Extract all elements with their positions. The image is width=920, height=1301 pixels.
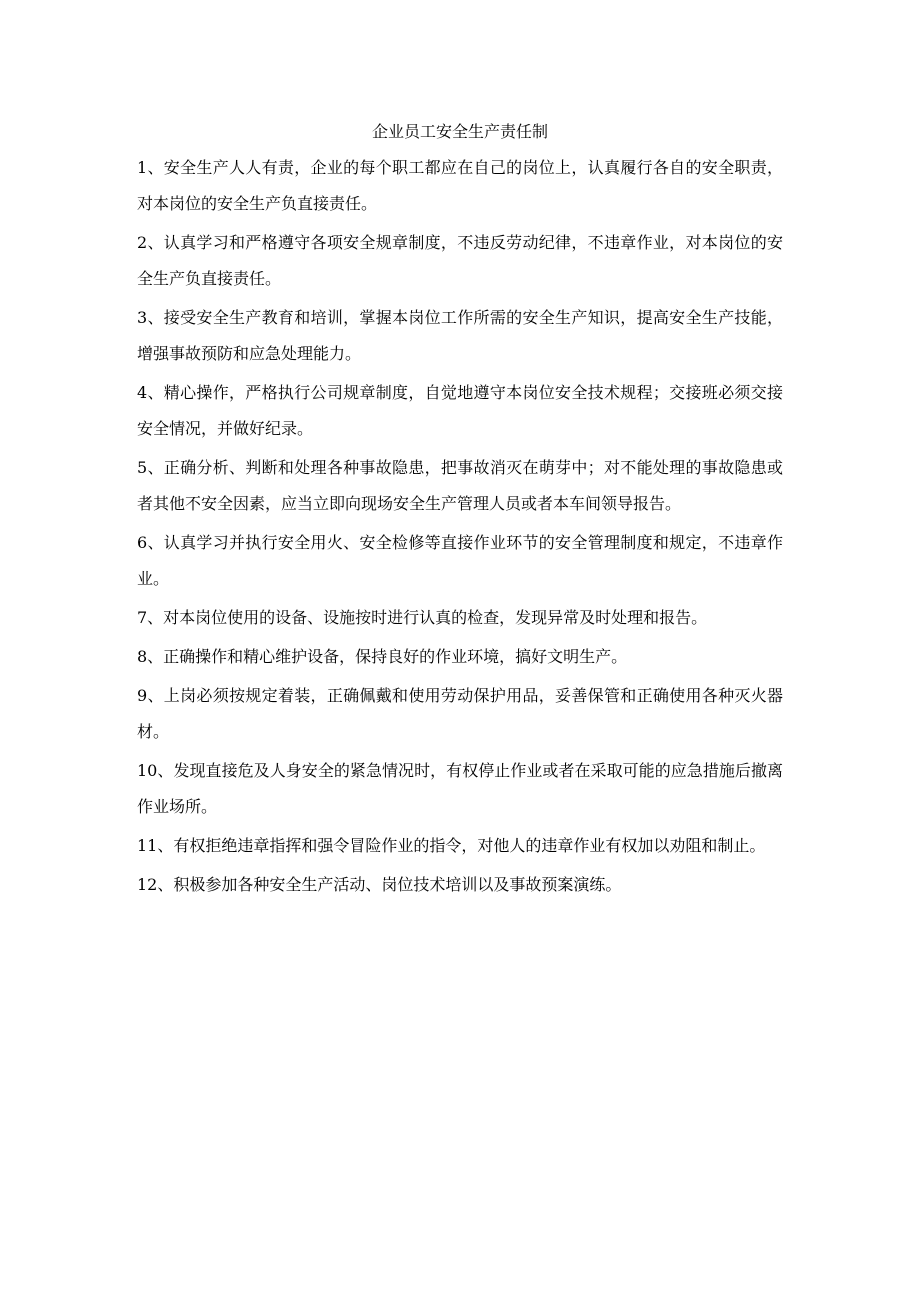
clause-5: 5、正确分析、判断和处理各种事故隐患，把事故消灭在萌芽中；对不能处理的事故隐患或者其他不安全因素，应当立即向现场安全生产管理人员或者本车间领导报告。: [137, 458, 783, 513]
clause-7: 7、对本岗位使用的设备、设施按时进行认真的检查，发现异常及时处理和报告。: [137, 608, 708, 627]
clause-12: 12、积极参加各种安全生产活动、岗位技术培训以及事故预案演练。: [137, 875, 622, 894]
document-body: [137, 116, 783, 906]
clause-list: [137, 150, 783, 903]
clause-3: 3、接受安全生产教育和培训，掌握本岗位工作所需的安全生产知识，提高安全生产技能，增强事故预防和应急处理能力。: [137, 308, 783, 363]
clause-2: 2、认真学习和严格遵守各项安全规章制度，不违反劳动纪律，不违章作业，对本岗位的安全生产负直接责任。: [137, 233, 783, 288]
clause-9: 9、上岗必须按规定着装，正确佩戴和使用劳动保护用品，妥善保管和正确使用各种灭火器材。: [137, 686, 783, 741]
clause-4: 4、精心操作，严格执行公司规章制度，自觉地遵守本岗位安全技术规程；交接班必须交接安全情况，并做好纪录。: [137, 383, 783, 438]
document-title: 企业员工安全生产责任制: [371, 122, 548, 141]
clause-8: 8、正确操作和精心维护设备，保持良好的作业环境，搞好文明生产。: [137, 647, 628, 666]
clause-11: 11、有权拒绝违章指挥和强令冒险作业的指令，对他人的违章作业有权加以劝阻和制止。: [137, 836, 766, 855]
clause-1: 1、安全生产人人有责，企业的每个职工都应在自己的岗位上，认真履行各自的安全职责，对本岗位的安全生产负直接责任。: [137, 158, 783, 213]
clause-6: 6、认真学习并执行安全用火、安全检修等直接作业环节的安全管理制度和规定，不违章作业。: [137, 533, 783, 588]
clause-10: 10、发现直接危及人身安全的紧急情况时，有权停止作业或者在采取可能的应急措施后撤离作业场所。: [137, 761, 783, 816]
